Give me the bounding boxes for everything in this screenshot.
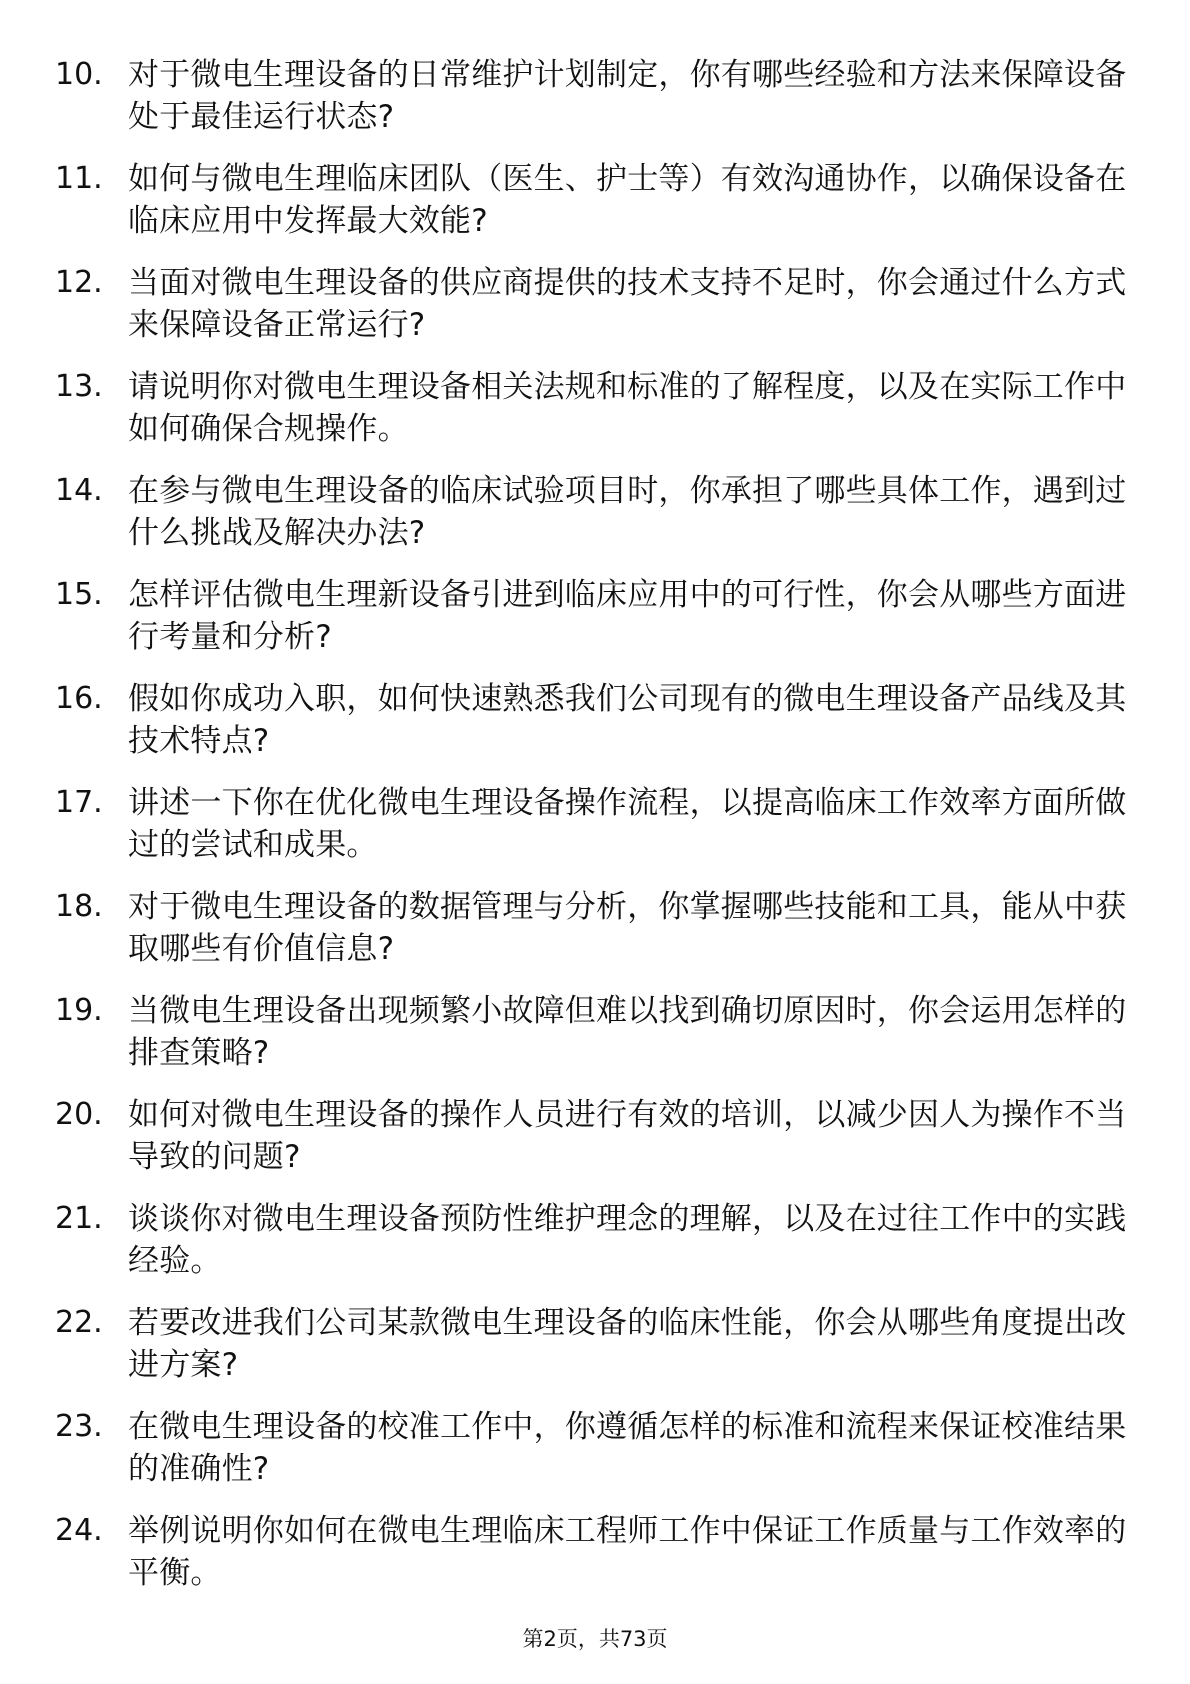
question-item xyxy=(0,1194,1190,1298)
question-text: 对于微电生理设备的日常维护计划制定，你有哪些经验和方法来保障设备处于最佳运行状态? xyxy=(128,57,1127,135)
question-text: 假如你成功入职，如何快速熟悉我们公司现有的微电生理设备产品线及其技术特点? xyxy=(128,681,1127,759)
question-item xyxy=(0,50,1190,154)
question-text: 对于微电生理设备的数据管理与分析，你掌握哪些技能和工具，能从中获取哪些有价值信息? xyxy=(128,889,1127,967)
question-text: 怎样评估微电生理新设备引进到临床应用中的可行性，你会从哪些方面进行考量和分析? xyxy=(128,577,1127,655)
question-number: 19. xyxy=(55,993,103,1028)
question-item xyxy=(0,778,1190,882)
question-text: 如何对微电生理设备的操作人员进行有效的培训，以减少因人为操作不当导致的问题? xyxy=(128,1097,1127,1175)
question-text: 在参与微电生理设备的临床试验项目时，你承担了哪些具体工作，遇到过什么挑战及解决办法? xyxy=(128,473,1127,551)
question-number: 11. xyxy=(55,161,103,196)
question-text: 举例说明你如何在微电生理临床工程师工作中保证工作质量与工作效率的平衡。 xyxy=(128,1513,1127,1591)
question-item xyxy=(0,1402,1190,1506)
question-number: 24. xyxy=(55,1513,103,1548)
question-number: 15. xyxy=(55,577,103,612)
question-number: 16. xyxy=(55,681,103,716)
question-number: 21. xyxy=(55,1201,103,1236)
question-number: 18. xyxy=(55,889,103,924)
question-number: 17. xyxy=(55,785,103,820)
question-item xyxy=(0,1090,1190,1194)
question-list xyxy=(0,50,1190,1610)
question-text: 当面对微电生理设备的供应商提供的技术支持不足时，你会通过什么方式来保障设备正常运行? xyxy=(128,265,1127,343)
question-item xyxy=(0,362,1190,466)
question-item xyxy=(0,1506,1190,1610)
question-text: 讲述一下你在优化微电生理设备操作流程，以提高临床工作效率方面所做过的尝试和成果。 xyxy=(128,785,1127,863)
question-text: 请说明你对微电生理设备相关法规和标准的了解程度，以及在实际工作中如何确保合规操作。 xyxy=(128,369,1127,447)
question-number: 14. xyxy=(55,473,103,508)
question-item xyxy=(0,570,1190,674)
question-number: 10. xyxy=(55,57,103,92)
question-text: 若要改进我们公司某款微电生理设备的临床性能，你会从哪些角度提出改进方案? xyxy=(128,1305,1127,1383)
question-text: 谈谈你对微电生理设备预防性维护理念的理解，以及在过往工作中的实践经验。 xyxy=(128,1201,1127,1279)
question-item xyxy=(0,882,1190,986)
question-item xyxy=(0,466,1190,570)
page-footer: 第2页，共73页 xyxy=(522,1627,668,1651)
question-number: 22. xyxy=(55,1305,103,1340)
question-text: 如何与微电生理临床团队（医生、护士等）有效沟通协作，以确保设备在临床应用中发挥最大效能? xyxy=(128,161,1127,239)
question-number: 23. xyxy=(55,1409,103,1444)
question-text: 在微电生理设备的校准工作中，你遵循怎样的标准和流程来保证校准结果的准确性? xyxy=(128,1409,1127,1487)
question-item xyxy=(0,258,1190,362)
question-number: 20. xyxy=(55,1097,103,1132)
question-item xyxy=(0,986,1190,1090)
question-item xyxy=(0,1298,1190,1402)
question-text: 当微电生理设备出现频繁小故障但难以找到确切原因时，你会运用怎样的排查策略? xyxy=(128,993,1127,1071)
question-number: 13. xyxy=(55,369,103,404)
question-item xyxy=(0,154,1190,258)
question-item xyxy=(0,674,1190,778)
question-number: 12. xyxy=(55,265,103,300)
